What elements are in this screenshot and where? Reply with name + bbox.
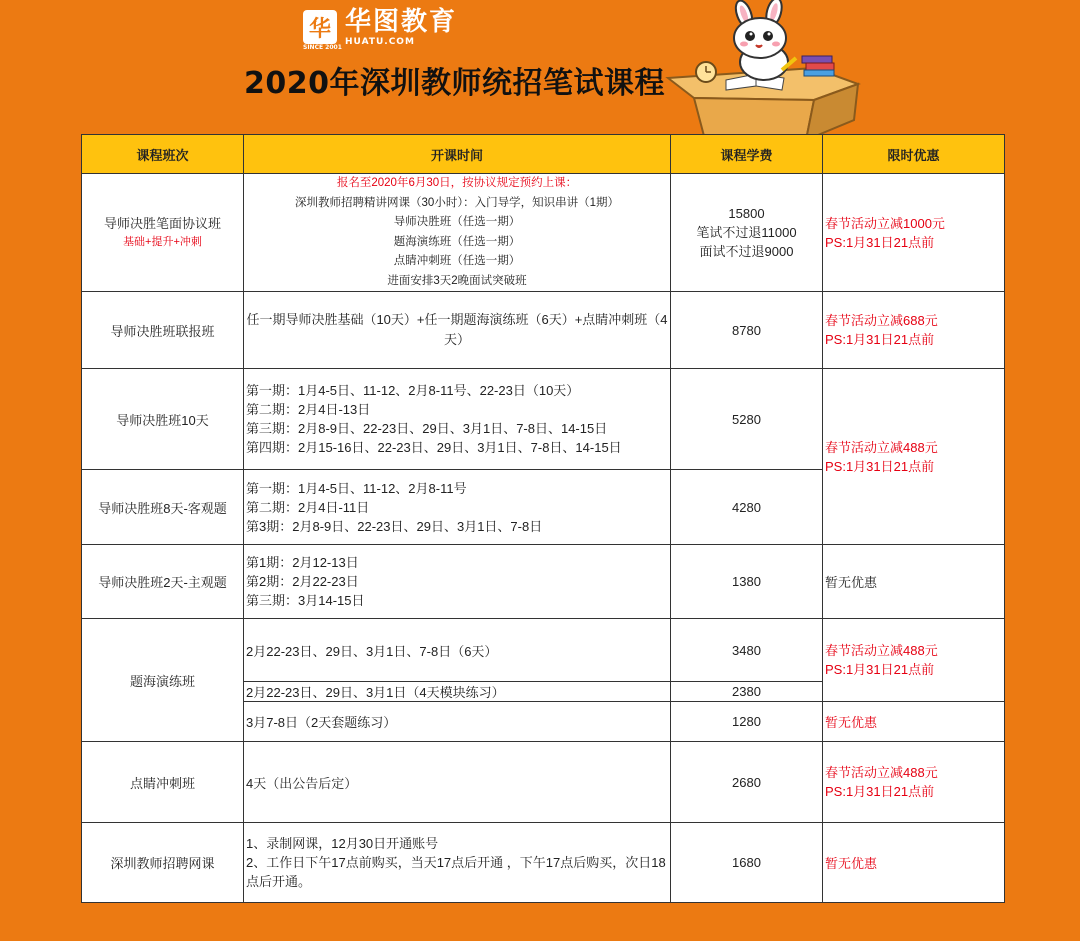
table-row — [82, 619, 1005, 682]
course-promo — [823, 292, 1005, 369]
course-schedule — [244, 823, 671, 903]
course-schedule — [244, 174, 671, 292]
schedule-line: 第三期：3月14-15日 — [246, 593, 365, 608]
course-name: 导师决胜班10天 — [82, 369, 244, 470]
table-row — [82, 174, 1005, 292]
schedule-line: 深圳教师招聘精讲网课（30小时）：入门导学，知识串讲（1期） — [295, 196, 619, 209]
promo-text: 春节活动立减488元 — [825, 765, 938, 780]
course-name — [82, 174, 244, 292]
table-row — [82, 292, 1005, 369]
course-schedule — [244, 545, 671, 619]
course-fee — [671, 174, 823, 292]
course-fee: 5280 — [671, 369, 823, 470]
course-name: 深圳教师招聘网课 — [82, 823, 244, 903]
course-promo: 暂无优惠 — [823, 823, 1005, 903]
table-row — [82, 742, 1005, 823]
table-header-row — [82, 135, 1005, 174]
course-fee: 1680 — [671, 823, 823, 903]
course-fee: 3480 — [671, 619, 823, 682]
table-row — [82, 823, 1005, 903]
course-fee: 1280 — [671, 702, 823, 742]
schedule-line: 1、录制网课，12月30日开通账号 — [246, 836, 439, 851]
promo-text: 春节活动立减1000元 — [825, 215, 945, 231]
schedule-line: 第二期：2月4日-13日 — [246, 402, 371, 417]
course-name: 点睛冲刺班 — [82, 742, 244, 823]
course-schedule: 3月7-8日（2天套题练习） — [244, 702, 671, 742]
course-fee: 8780 — [671, 292, 823, 369]
course-table — [81, 134, 1005, 903]
promo-text: 春节活动立减488元 — [825, 439, 938, 455]
schedule-line: 进面安排3天2晚面试突破班 — [387, 274, 527, 287]
course-promo — [823, 174, 1005, 292]
course-fee: 2680 — [671, 742, 823, 823]
course-subtitle: 基础+提升+冲刺 — [123, 235, 202, 248]
brand-name-cn: 华图教育 — [345, 6, 458, 37]
promo-deadline: PS:1月31日21点前 — [825, 784, 935, 799]
course-schedule: 任一期导师决胜基础（10天）+任一期题海演练班（6天）+点睛冲刺班（4天） — [244, 292, 671, 369]
course-promo: 暂无优惠 — [823, 545, 1005, 619]
course-schedule — [244, 369, 671, 470]
header-class: 课程班次 — [82, 135, 244, 174]
course-fee: 1380 — [671, 545, 823, 619]
fee-refund-interview: 面试不过退9000 — [699, 244, 794, 259]
logo-since: SINCE 2001 — [303, 44, 342, 51]
course-promo: 暂无优惠 — [823, 702, 1005, 742]
course-schedule: 2月22-23日、29日、3月1日、7-8日（6天） — [244, 619, 671, 682]
schedule-line: 第一期：1月4-5日、11-12、2月8-11号、22-23日（10天） — [246, 383, 580, 398]
table-row — [82, 369, 1005, 470]
promo-deadline: PS:1月31日21点前 — [825, 234, 935, 250]
course-name: 导师决胜班2天-主观题 — [82, 545, 244, 619]
course-promo — [823, 619, 1005, 702]
schedule-line: 题海演练班（任选一期） — [393, 235, 521, 248]
schedule-line: 导师决胜班（任选一期） — [393, 216, 521, 228]
header-fee: 课程学费 — [671, 135, 823, 174]
schedule-line: 第1期：2月12-13日 — [246, 555, 359, 570]
header-schedule: 开课时间 — [244, 135, 671, 174]
brand-name-en: HUATU.COM — [345, 36, 415, 47]
course-name: 导师决胜班8天-客观题 — [82, 470, 244, 545]
rabbit-teacher-icon — [664, 0, 864, 145]
promo-deadline: PS:1月31日21点前 — [825, 458, 935, 474]
promo-deadline: PS:1月31日21点前 — [825, 332, 935, 347]
promo-text: 春节活动立减688元 — [825, 313, 938, 328]
course-name-text: 导师决胜笔面协议班 — [103, 215, 221, 231]
course-schedule: 2月22-23日、29日、3月1日（4天模块练习） — [244, 682, 671, 702]
course-schedule: 4天（出公告后定） — [244, 742, 671, 823]
schedule-line: 第一期：1月4-5日、11-12、2月8-11号 — [246, 480, 467, 496]
fee-refund-written: 笔试不过退11000 — [696, 225, 797, 240]
course-fee: 4280 — [671, 470, 823, 545]
course-name: 题海演练班 — [82, 619, 244, 742]
brand-logo — [303, 6, 458, 51]
schedule-line: 点睛冲刺班（任选一期） — [393, 255, 521, 267]
course-schedule — [244, 470, 671, 545]
course-name: 导师决胜班联报班 — [82, 292, 244, 369]
schedule-line: 第2期：2月22-23日 — [246, 574, 359, 589]
promo-deadline: PS:1月31日21点前 — [825, 662, 935, 677]
schedule-line: 第3期：2月8-9日、22-23日、29日、3月1日、7-8日 — [246, 518, 543, 534]
logo-icon: 华 SINCE 2001 — [303, 10, 337, 44]
schedule-note: 报名至2020年6月30日，按协议规定预约上课： — [336, 177, 578, 189]
fee-value: 15800 — [728, 206, 765, 221]
table-row — [82, 545, 1005, 619]
header-promo: 限时优惠 — [823, 135, 1005, 174]
page-title: 2020年深圳教师统招笔试课程 — [244, 66, 665, 101]
course-fee: 2380 — [671, 682, 823, 702]
schedule-line: 第二期：2月4日-11日 — [246, 499, 370, 515]
schedule-line: 第三期：2月8-9日、22-23日、29日、3月1日、7-8日、14-15日 — [246, 421, 608, 436]
course-promo — [823, 369, 1005, 545]
schedule-line: 2、工作日下午17点前购买，当天17点后开通 ，下午17点后购买，次日18点后开通。 — [246, 855, 666, 889]
schedule-line: 第四期：2月15-16日、22-23日、29日、3月1日、7-8日、14-15日 — [246, 440, 622, 455]
promo-text: 春节活动立减488元 — [825, 643, 938, 658]
course-promo — [823, 742, 1005, 823]
